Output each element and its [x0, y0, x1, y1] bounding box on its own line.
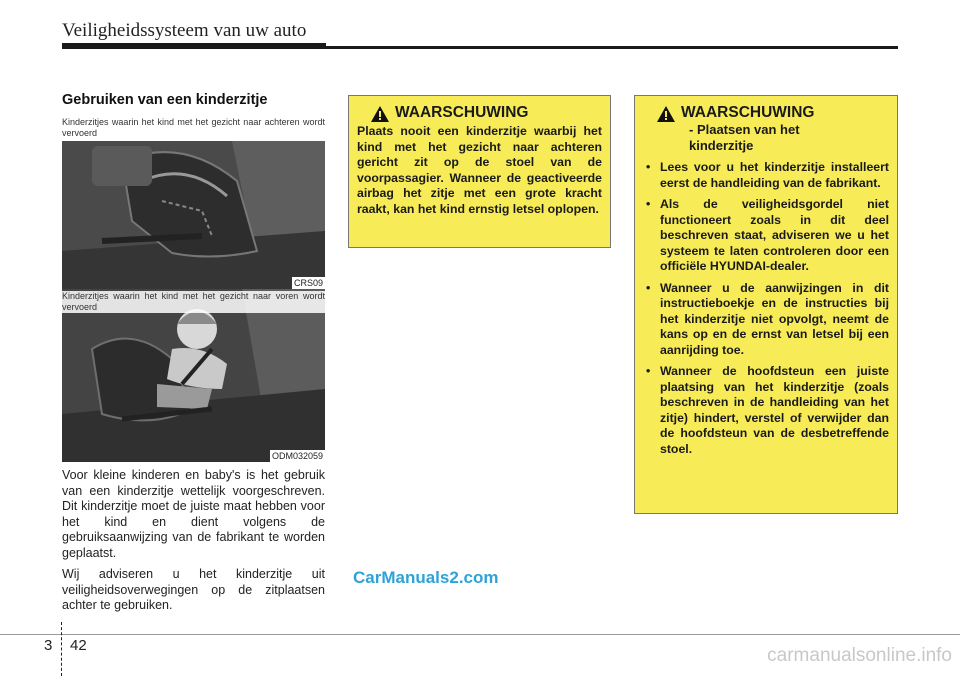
- figure-2-code: ODM032059: [271, 451, 323, 461]
- forward-facing-seat-illustration: [62, 289, 325, 462]
- warning-1-title: WAARSCHUWING: [395, 104, 529, 121]
- figure-2-photo: [62, 289, 325, 462]
- header-rule: [62, 46, 898, 49]
- body-paragraph-2: Wij adviseren u het kinderzitje uit veiligheidsoverwegingen op de zitplaatsen achter te gebruiken.: [62, 567, 325, 612]
- warning-2-list: [643, 160, 889, 457]
- rear-facing-seat-illustration: [62, 141, 325, 289]
- warning-1-text: Plaats nooit een kinderzitje waarbij het kind met het gezicht naar achteren gericht zit op de stoel van de voorpassagier. Wanneer de geactiveerde airbag het zitje met een grote kracht raakt, kan het kind ernstig letsel oplopen.: [357, 124, 602, 216]
- body-paragraph-1: Voor kleine kinderen en baby's is het gebruik van een kinderzitje wettelijk voorgeschreven. Dit kinderzitje moet de juiste maat hebben voor het kind en dient volgens de gebruiksaanwijzing van de fabrikant te worden geplaatst.: [62, 468, 325, 560]
- warning-2-item: • Lees voor u het kinderzitje installeert eerst de handleiding van de fabrikant.: [643, 160, 889, 191]
- watermark-logo[interactable]: CarManuals2.com: [353, 568, 499, 587]
- body-text: [62, 468, 325, 620]
- figure-1-photo: [62, 141, 325, 289]
- figure-1-code: CRS09: [293, 278, 323, 288]
- footer-rule: [0, 634, 960, 635]
- warning-2-subtitle: - Plaatsen van het kinderzitje: [689, 122, 800, 153]
- figure-2-caption: Kinderzitjes waarin het kind met het gezicht naar voren wordt vervoerd: [62, 291, 325, 312]
- warning-triangle-icon: [657, 106, 675, 122]
- warning-2-item: • Wanneer u de aanwijzingen in dit instructieboekje en de instructies bij het kinderzitje niet opvolgt, neemt de kans op en de ernst van letsel bij een aanrijding toe.: [643, 281, 889, 359]
- page-number: 42: [70, 637, 87, 654]
- header-title: Veiligheidssysteem van uw auto: [62, 20, 307, 41]
- section-title: Gebruiken van een kinderzitje: [62, 92, 268, 108]
- figure-1-caption: Kinderzitjes waarin het kind met het gezicht naar achteren wordt vervoerd: [62, 117, 325, 138]
- section-number: 3: [44, 637, 53, 654]
- warning-2-item: • Wanneer de hoofdsteun een juiste plaatsing van het kinderzitje (zoals beschreven in de handleiding van het zitje) hindert, verstel of verwijder dan de hoofdsteun van de desbetreffende stoel.: [643, 364, 889, 457]
- warning-triangle-icon: [371, 106, 389, 122]
- warning-1-header: [371, 104, 602, 122]
- warning-2-title: WAARSCHUWING: [681, 104, 815, 121]
- warning-box-installation: [634, 95, 898, 514]
- site-watermark: carmanualsonline.info: [767, 645, 952, 666]
- warning-2-item: • Als de veiligheidsgordel niet functioneert zoals in dit deel beschreven staat, adviseren we u het systeem te laten controleren door een officiële HYUNDAI-dealer.: [643, 197, 889, 275]
- warning-2-header: [657, 104, 889, 154]
- page-divider: [61, 622, 62, 676]
- warning-box-airbag: [348, 95, 611, 248]
